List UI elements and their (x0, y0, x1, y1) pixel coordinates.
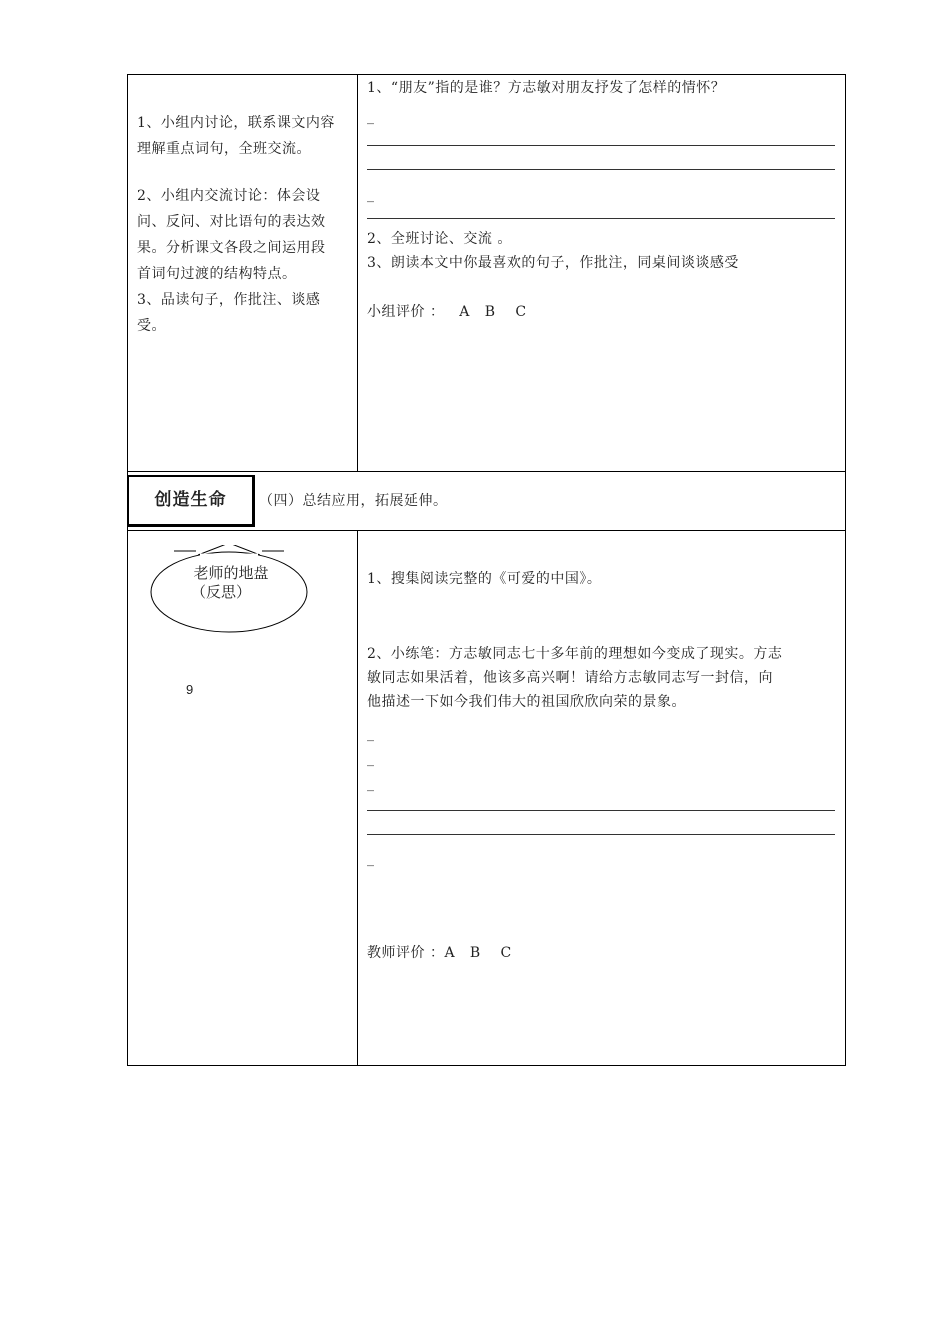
question-1: 1、“朋友”指的是谁？方志敏对朋友抒发了怎样的情怀？ (367, 80, 726, 96)
activity-3-line-2: 受。 (137, 318, 166, 334)
writing-line[interactable] (367, 834, 835, 835)
bubble-line-2: （反思） (190, 583, 251, 601)
activity-1-line-1: 1、小组内讨论，联系课文内容 (137, 115, 335, 131)
task-1: 1、搜集阅读完整的《可爱的中国》。 (367, 571, 602, 587)
writing-dash: _ (367, 851, 374, 867)
writing-line[interactable] (367, 810, 835, 811)
task-2-line-3: 他描述一下如今我们伟大的祖国欣欣向荣的景象。 (367, 694, 686, 710)
page-number: 9 (186, 682, 194, 697)
activity-2-line-2: 问、反问、对比语句的表达效 (137, 214, 326, 230)
column-divider-lower (357, 530, 358, 1066)
activity-1-line-2: 理解重点词句，全班交流。 (137, 141, 311, 157)
answer-line[interactable] (367, 218, 835, 219)
step-3-reading: 3、朗读本文中你最喜欢的句子，作批注，同桌间谈谈感受 (367, 255, 739, 271)
bubble-line-1: 老师的地盘 (193, 564, 269, 582)
group-evaluation: 小组评价 ： A B C (367, 304, 527, 320)
answer-dash: _ (367, 187, 374, 203)
section-badge (127, 475, 255, 527)
activity-3-line-1: 3、品读句子，作批注、谈感 (137, 292, 321, 308)
answer-line[interactable] (367, 169, 835, 170)
activity-2-line-4: 首词句过渡的结构特点。 (137, 266, 297, 282)
table-bottom-border (127, 1065, 846, 1066)
section-badge-label: 创造生命 (154, 490, 227, 510)
answer-line[interactable] (367, 145, 835, 146)
task-2-line-1: 2、小练笔：方志敏同志七十多年前的理想如今变成了现实。方志 (367, 646, 783, 662)
table-right-border (845, 74, 846, 1066)
activity-2-line-1: 2、小组内交流讨论：体会设 (137, 188, 321, 204)
answer-dash: _ (367, 109, 374, 125)
teacher-evaluation: 教师评价 ：A B C (367, 945, 512, 961)
activity-2-line-3: 果。分析课文各段之间运用段 (137, 240, 326, 256)
table-left-border (127, 74, 128, 1066)
writing-dash: _ (367, 726, 374, 742)
writing-dash: _ (367, 751, 374, 767)
step-2-discussion: 2、全班讨论、交流 。 (367, 231, 512, 247)
section-title: （四）总结应用，拓展延伸。 (259, 493, 448, 509)
row-divider-1 (127, 471, 846, 472)
row-divider-2 (127, 530, 846, 531)
writing-dash: _ (367, 776, 374, 792)
column-divider-upper (357, 74, 358, 472)
task-2-line-2: 敏同志如果活着，他该多高兴啊！请给方志敏同志写一封信，向 (367, 670, 773, 686)
